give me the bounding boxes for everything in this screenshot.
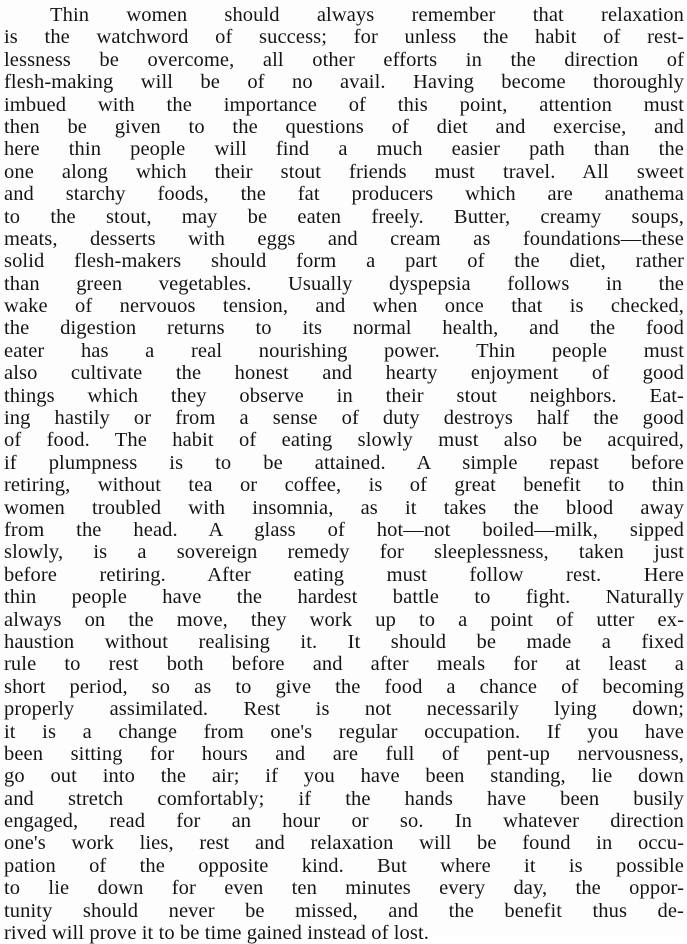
article-line: been sitting for hours and are full of pent-up nervousness, [4, 742, 684, 765]
article-line: retiring, without tea or coffee, is of great benefit to thin [4, 474, 684, 497]
article-line: the digestion returns to its normal health, and the food [4, 317, 684, 340]
article-line: imbued with the importance of this point, attention must [4, 93, 684, 116]
article-line: it is a change from one's regular occupation. If you have [4, 720, 684, 743]
article-line: eater has a real nourishing power. Thin people must [4, 339, 684, 362]
article-line: Thin women should always remember that relaxation [50, 4, 684, 26]
article-line: always on the move, they work up to a point of utter ex- [4, 608, 684, 631]
article-line: before retiring. After eating must follow rest. Here [4, 563, 684, 586]
article-line: to the stout, may be eaten freely. Butter, creamy soups, [4, 205, 684, 228]
article-line: also cultivate the honest and hearty enjoyment of good [4, 362, 684, 385]
article-line: lessness be overcome, all other efforts in the direction of [4, 48, 684, 71]
article-line: than green vegetables. Usually dyspepsia follows in the [4, 272, 684, 295]
article-line: is the watchword of success; for unless the habit of rest- [4, 26, 684, 49]
article-line: then be given to the questions of diet and exercise, and [4, 115, 684, 138]
article-line: if plumpness is to be attained. A simple repast before [4, 451, 684, 474]
article-line: solid flesh-makers should form a part of the diet, rather [4, 250, 684, 273]
article-line: properly assimilated. Rest is not necessarily lying down; [4, 698, 684, 721]
article-line: tunity should never be missed, and the benefit thus de- [4, 899, 684, 922]
article-line: engaged, read for an hour or so. In whatever direction [4, 810, 684, 833]
article-line: wake of nervouos tension, and when once that is checked, [4, 295, 684, 318]
article-line: rived will prove it to be time gained instead of lost. [4, 922, 429, 944]
article-line: slowly, is a sovereign remedy for sleeplessness, taken just [4, 541, 684, 564]
article-line: pation of the opposite kind. But where it is possible [4, 854, 684, 877]
article-line: haustion without realising it. It should be made a fixed [4, 630, 684, 653]
article-line: short period, so as to give the food a chance of becoming [4, 675, 684, 698]
article-line: go out into the air; if you have been standing, lie down [4, 765, 684, 788]
article-column [4, 4, 684, 944]
article-line: from the head. A glass of hot—not boiled—milk, sipped [4, 518, 684, 541]
article-line: meats, desserts with eggs and cream as foundations—these [4, 227, 684, 250]
article-line: one's work lies, rest and relaxation will be found in occu- [4, 832, 684, 855]
article-line: thin people have the hardest battle to fight. Naturally [4, 586, 684, 609]
article-line: ing hastily or from a sense of duty destroys half the good [4, 407, 684, 430]
article-line: rule to rest both before and after meals for at least a [4, 653, 684, 676]
article-line: one along which their stout friends must travel. All sweet [4, 160, 684, 183]
article-line: to lie down for even ten minutes every day, the oppor- [4, 877, 684, 900]
article-line: things which they observe in their stout neighbors. Eat- [4, 384, 684, 407]
article-line: and stretch comfortably; if the hands have been busily [4, 787, 684, 810]
article-line: women troubled with insomnia, as it takes the blood away [4, 496, 684, 519]
article-line: here thin people will find a much easier path than the [4, 138, 684, 161]
article-line: and starchy foods, the fat producers which are anathema [4, 183, 684, 206]
article-line: flesh-making will be of no avail. Having become thoroughly [4, 71, 684, 94]
article-line: of food. The habit of eating slowly must also be acquired, [4, 429, 684, 452]
